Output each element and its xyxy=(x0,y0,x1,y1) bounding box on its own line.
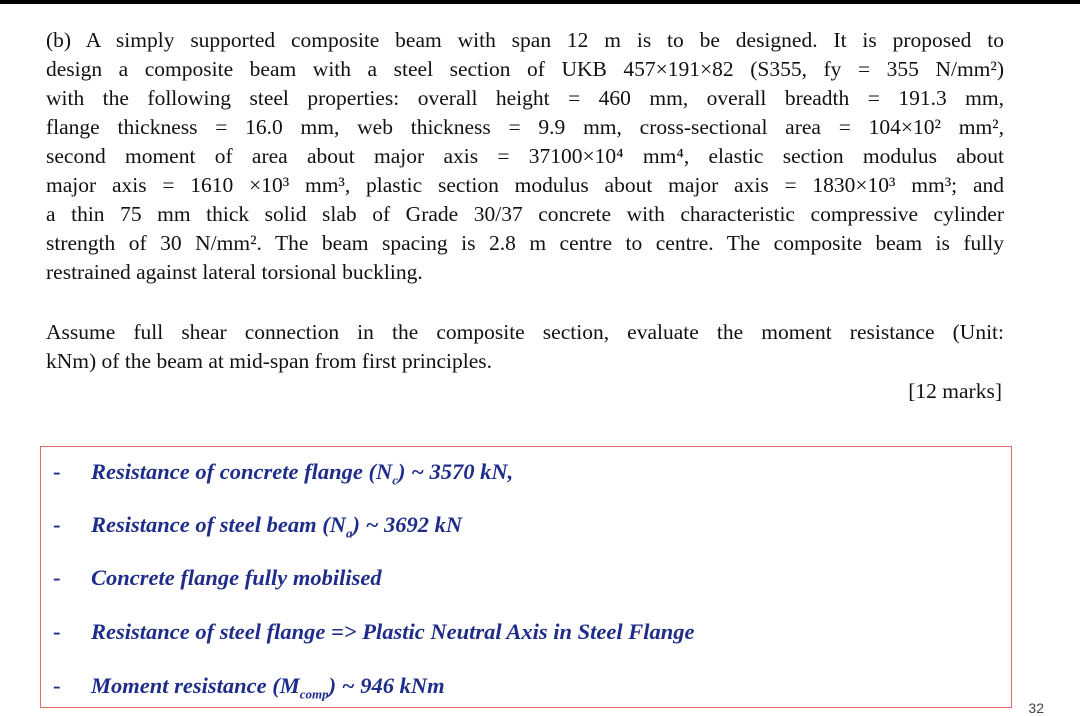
answer-item-moment-resistance xyxy=(53,673,445,703)
question-line: (b) A simply supported composite beam with span 12 m is to be designed. It is proposed to xyxy=(46,28,1004,52)
answer-subscript: c xyxy=(392,472,398,488)
bullet-dash: - xyxy=(53,459,61,484)
question-line: a thin 75 mm thick solid slab of Grade 30/37 concrete with characteristic compressive cylinder xyxy=(46,202,1004,226)
answer-value: ) ~ 3692 kN xyxy=(352,512,463,537)
answer-item-steel-resistance xyxy=(53,512,462,542)
question-line: restrained against lateral torsional buckling. xyxy=(46,260,423,284)
task-line: kNm) of the beam at mid-span from first principles. xyxy=(46,349,493,373)
answer-item-concrete-resistance xyxy=(53,459,513,489)
bullet-dash: - xyxy=(53,619,61,644)
question-line: strength of 30 N/mm². The beam spacing is 2.8 m centre to centre. The composite beam is fully xyxy=(46,231,1004,255)
answer-subscript: a xyxy=(345,525,353,541)
answer-text: Resistance of steel beam (N xyxy=(91,512,346,537)
question-line: second moment of area about major axis = 37100×10⁴ mm⁴, elastic section modulus about xyxy=(46,144,1004,168)
answer-box xyxy=(40,446,1012,708)
task-line: Assume full shear connection in the composite section, evaluate the moment resistance (Unit: xyxy=(46,320,1004,344)
answer-value: ) ~ 946 kNm xyxy=(328,673,445,698)
bullet-dash: - xyxy=(53,565,61,590)
page-number: 32 xyxy=(1028,700,1044,716)
answer-text: Resistance of concrete flange (N xyxy=(91,459,393,484)
question-text xyxy=(46,26,1004,287)
top-rule xyxy=(0,0,1080,4)
bullet-dash: - xyxy=(53,673,61,698)
answer-text: Moment resistance (M xyxy=(91,673,300,698)
answer-text: Concrete flange fully mobilised xyxy=(91,565,382,590)
answer-subscript: comp xyxy=(299,686,329,702)
answer-item-neutral-axis xyxy=(53,619,695,645)
bullet-dash: - xyxy=(53,512,61,537)
task-text xyxy=(46,318,1004,376)
question-line: flange thickness = 16.0 mm, web thickness = 9.9 mm, cross-sectional area = 104×10² mm², xyxy=(46,115,1004,139)
question-line: design a composite beam with a steel section of UKB 457×191×82 (S355, fy = 355 N/mm²) xyxy=(46,57,1004,81)
marks-label: [12 marks] xyxy=(908,379,1002,403)
question-line: with the following steel properties: overall height = 460 mm, overall breadth = 191.3 mm, xyxy=(46,86,1004,110)
answer-text: Resistance of steel flange => Plastic Neutral Axis in Steel Flange xyxy=(91,619,695,644)
answer-value: ) ~ 3570 kN, xyxy=(397,459,514,484)
question-line: major axis = 1610 ×10³ mm³, plastic section modulus about major axis = 1830×10³ mm³; and xyxy=(46,173,1004,197)
answer-item-flange-mobilised xyxy=(53,565,382,591)
